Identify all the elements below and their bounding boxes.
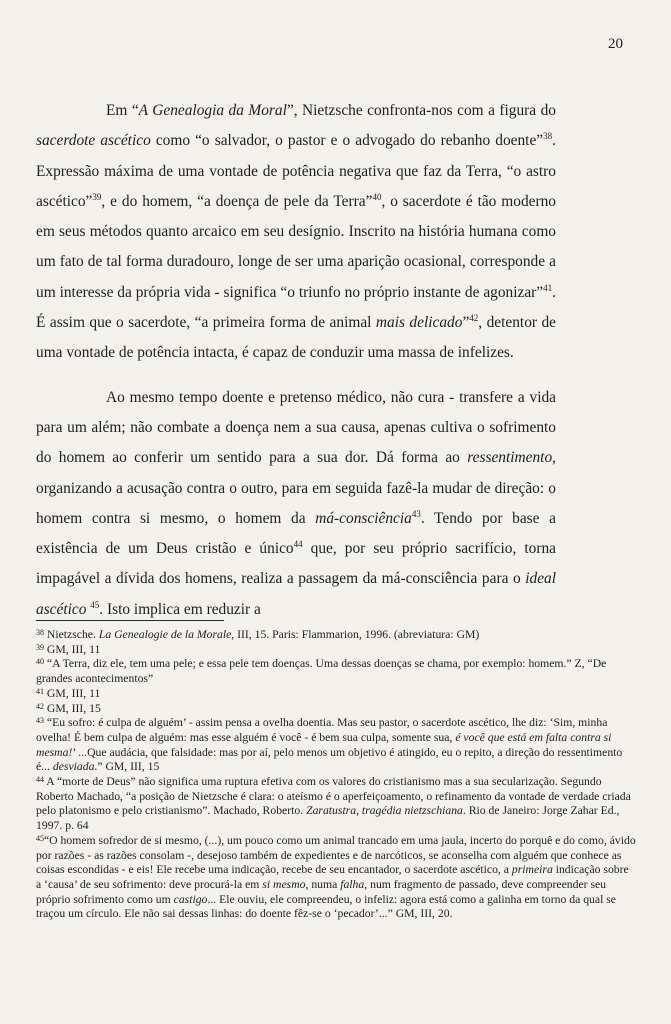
note-ref: 40 (36, 657, 44, 667)
text-run: , detentor de uma vontade de potência intacta, é capaz de conduzir uma massa de infelizes. (36, 314, 557, 362)
body-text (36, 96, 556, 625)
note-ref: 38 (543, 131, 553, 142)
text-run: ” (462, 314, 470, 332)
note-ref: 41 (36, 686, 44, 696)
italic-text: castigo (173, 892, 208, 906)
italic-text: má-consciência (315, 509, 412, 527)
text-run: GM, III, 15 (44, 701, 101, 715)
note-ref: 45 (36, 833, 44, 843)
text-run: Em “ (106, 102, 139, 119)
footnote (36, 775, 636, 834)
footnote (36, 628, 636, 643)
footnote (36, 702, 636, 717)
text-run: “Eu sofro: é culpa de alguém’ - assim pensa a ovelha doentia. Mas seu pastor, o sacerdote ascético, lhe diz: ‘Sim, minha ovelha! É bem culpa de alguém: mas esse alguém é você - é bem sua culpa, somente sua, (36, 716, 608, 744)
note-ref: 45 (90, 599, 100, 610)
text-run: que, por seu próprio sacrifício, torna impagável a dívida dos homens, realiza a passagem da má-consciência para o (36, 540, 556, 588)
italic-text: si mesmo (262, 877, 306, 891)
italic-text: Zaratustra, tragédia nietzschiana (306, 804, 463, 818)
italic-text: ressentimento (467, 449, 553, 467)
italic-text: falha (340, 877, 365, 891)
text-run: . Tendo por base a existência de um Deus cristão e único (36, 509, 556, 558)
text-run: , o sacerdote é tão moderno em seus métodos quanto arcaico em seu desígnio. Inscrito na história humana como um fato de tal forma duradouro, longe de ser uma aparição ocasional, corresponde a um interesse da própria vida - significa “o triunfo no próprio instante de agonizar” (36, 192, 556, 301)
footnote-separator (36, 620, 224, 621)
note-ref: 44 (293, 539, 303, 550)
note-ref: 44 (36, 775, 44, 785)
italic-text: primeira (511, 863, 553, 877)
note-ref: 38 (36, 628, 44, 637)
text-run: , e do homem, “a doença de pele da Terra” (101, 192, 373, 210)
paragraph (36, 96, 556, 369)
text-run: GM, III, 11 (44, 686, 101, 700)
italic-text: é você que está em falta contra si mesma! (36, 730, 612, 759)
text-run: . Isto implica em reduzir a (99, 600, 261, 618)
text-run: , III, 15. Paris: Flammarion, 1996. (abreviatura: GM) (231, 628, 480, 641)
footnotes (36, 628, 636, 922)
text-run: , num fragmento de passado, deve compreender seu próprio sofrimento como um (36, 877, 607, 906)
note-ref: 43 (411, 508, 421, 519)
text-run: ... Ele ouviu, ele compreendeu, o infeliz: agora está como a galinha em torno da qual se traçou um círculo. Ele não sai dessas linhas: do doente fêz-se o ‘pecador’...” GM, III, 20. (36, 892, 616, 921)
text-run: , numa (305, 877, 341, 891)
text-run: . É assim que o sacerdote, “a primeira forma de animal (36, 283, 556, 332)
italic-text: ideal ascético (36, 570, 556, 618)
note-ref: 42 (469, 313, 479, 324)
footnote (36, 716, 636, 775)
footnote (36, 687, 636, 702)
footnote (36, 834, 636, 922)
text-run: Nietzsche. (44, 628, 99, 641)
note-ref: 42 (36, 701, 44, 711)
note-ref: 39 (36, 642, 44, 652)
note-ref: 39 (92, 191, 102, 202)
text-run: Ao mesmo tempo doente e pretenso médico, não cura - transfere a vida para um além; não combate a doença nem a sua causa, apenas cultiva o sofrimento do homem ao conferir um sentido para a sua dor. Dá forma ao (36, 388, 556, 467)
note-ref: 41 (543, 282, 553, 293)
text-run: , organizando a acusação contra o outro, para em seguida fazê-la mudar de direção: o homem contra si mesmo, o homem da (36, 449, 556, 527)
text-run: .” GM, III, 15 (94, 760, 160, 774)
note-ref: 43 (36, 716, 44, 726)
text-run: ’ ...Que audácia, que falsidade: mas por aí, pelo menos um objetivo é atingido, eu o repito, a direção do ressentimento é... (36, 745, 623, 774)
footnote (36, 643, 636, 658)
italic-text: mais delicado (375, 314, 463, 332)
italic-text: desviada (52, 760, 95, 774)
italic-text: A Genealogia da Moral (138, 102, 287, 119)
italic-text: sacerdote ascético (36, 132, 151, 150)
text-run: ”, Nietzsche confronta-nos com a figura do (286, 102, 556, 119)
text-run: como “o salvador, o pastor e o advogado do rebanho doente” (150, 132, 544, 150)
italic-text: La Genealogie de la Morale (98, 628, 232, 641)
footnote (36, 657, 636, 686)
note-ref: 40 (372, 191, 382, 202)
text-run: . Rio de Janeiro: Jorge Zahar Ed., 1997. p. 64 (36, 804, 620, 833)
text-run: “A Terra, diz ele, tem uma pele; e essa pele tem doenças. Uma dessas doenças se chama, por exemplo: homem.” Z, “De grandes acontecimentos” (36, 657, 607, 686)
text-run: indicação sobre a ‘causa’ de seu sofrimento: deve procurá-la em (36, 863, 629, 891)
text-run: GM, III, 11 (44, 642, 101, 656)
paragraph (36, 383, 556, 625)
text-run: . Expressão máxima de uma vontade de potência negativa que faz da Terra, “o astro ascético” (36, 132, 556, 210)
text-run: A “morte de Deus” não significa uma ruptura efetiva com os valores do cristianismo mas a sua secularização. Segundo Roberto Machado, “a posição de Nietzsche é clara: o ateísmo é o aperfeiçoamento, o refinamento da vontade de verdade criada pelo platonismo e pelo cristianismo”. Machado, Roberto. (36, 775, 631, 818)
page-number: 20 (608, 36, 623, 52)
text-run: “O homem sofredor de si mesmo, (...), um pouco como um animal trancado em uma jaula, incerto do porquê e do como, ávido por razões - as razões consolam -, desejoso também de expedientes e de narcóticos, se aconselha com alguém que conhece as coisas escondidas - e eis! Ele recebe uma indicação, recebe de seu encantador, o sacerdote ascético, a (36, 833, 636, 877)
